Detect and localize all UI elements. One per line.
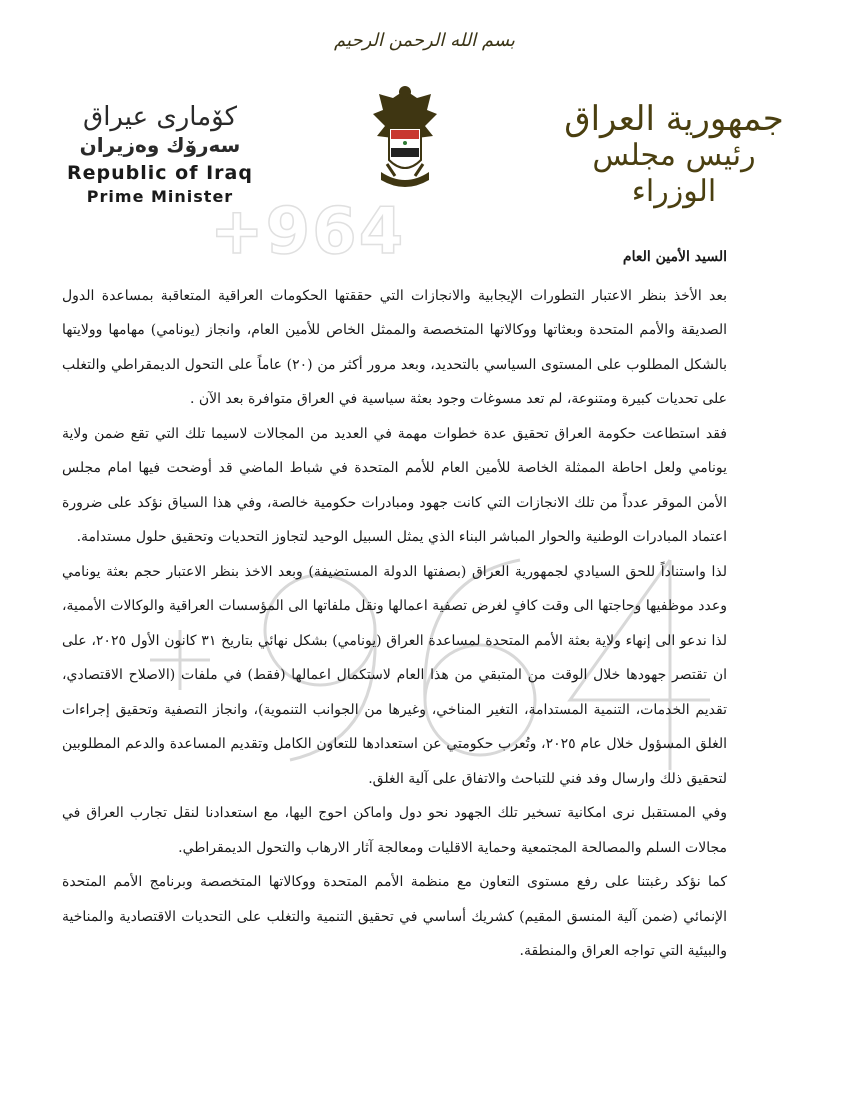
kurdish-english-letterhead — [60, 102, 260, 208]
watermark-small: +964 — [210, 195, 406, 269]
paragraph-3: لذا واستناداً للحق السيادي لجمهورية العراق (بصفتها الدولة المستضيفة) وبعد الاخذ بنظر الاعتبار حجم بعثة يونامي وعدد موظفيها وحاجتها الى وقت كافٍ لغرض تصفية اعمالها ونقل ملفاتها الى المؤسسات العراقية والوكالات الأممية، لذا ندعو الى إنهاء ولاية بعثة الأمم المتحدة لمساعدة العراق (يونامي) بشكل نهائي بتاريخ ٣١ كانون الأول ٢٠٢٥، على ان تقتصر جهودها خلال الوقت من المتبقي من هذا العام لاستكمال اعمالها (فقط) في ملفات (الاصلاح الاقتصادي، تقديم الخدمات، التنمية المستدامة، التغير المناخي، وغيرها من الجوانب التنموية)، وانجاز التصفية وتحقيق إجراءات الغلق المسؤول خلال عام ٢٠٢٥، وتُعرب حكومتي عن استعدادها للتعاون الكامل وتقديم المساعدة والدعم المطلوبين لتحقيق ذلك وارسال وفد فني للتباحث والاتفاق على آلية الغلق. — [62, 563, 728, 787]
letter-body — [62, 240, 727, 969]
kurdish-country-name: كۆماری عیراق — [83, 102, 237, 132]
arabic-letterhead — [559, 100, 789, 210]
kurdish-office-name: سەرۆك وەزیران — [79, 133, 241, 157]
iraq-eagle-emblem-icon — [365, 80, 445, 195]
arabic-country-name: جمهورية العراق — [564, 99, 784, 139]
basmala: بسم الله الرحمن الرحيم — [334, 30, 515, 51]
salutation: السيد الأمين العام — [622, 249, 727, 265]
paragraph-4: وفي المستقبل نرى امكانية تسخير تلك الجهود نحو دول واماكن احوج اليها، مع استعدادنا لنقل تجارب العراق في مجالات السلم والمصالحة المجتمعية وحماية الاقليات ومعالجة آثار الارهاب والتحول الديمقراطي. — [62, 805, 727, 856]
arabic-office-name: رئيس مجلس الوزراء — [592, 138, 756, 209]
paragraph-2: فقد استطاعت حكومة العراق تحقيق عدة خطوات مهمة في العديد من المجالات لاسيما تلك التي تقع ضمن ولاية يونامي ولعل احاطة الممثلة الخاصة للأمين العام للأمم المتحدة في شباط الماضي قد أوضحت فيها امام مجلس الأمن الموقر عدداً من تلك الانجازات التي كانت جهود ومبادرات حكومية خالصة، وفي هذا السياق نؤكد على ضرورة اعتماد المبادرات الوطنية والحوار المباشر البناء الذي يمثل السبيل الوحيد لتجاوز التحديات وتحقيق حلول مستدامة. — [62, 425, 727, 545]
english-office-name: Prime Minister — [86, 187, 234, 206]
english-country-name: Republic of Iraq — [67, 162, 253, 184]
paragraph-5: كما نؤكد رغبتنا على رفع مستوى التعاون مع منظمة الأمم المتحدة ووكالاتها المتخصصة وبرنامج الأمم المتحدة الإنمائي (ضمن آلية المنسق المقيم) كشريك أساسي في تحقيق التنمية والتغلب على التحديات الاقتصادية والمناخية والبيئية التي تواجه العراق والمنطقة. — [62, 874, 727, 959]
paragraph-1: بعد الأخذ بنظر الاعتبار التطورات الإيجابية والانجازات التي حققتها الحكومات العراقية المتعاقبة بمساعدة الدول الصديقة والأمم المتحدة وبعثاتها ووكالاتها المتخصصة والممثل الخاص للأمين العام، وانجاز (يونامي) مهامها وولايتها بالشكل المطلوب على المستوى السياسي بالتحديد، وبعد مرور أكثر من (٢٠) عاماً على التحول الديمقراطي والتغلب على تحديات كبيرة ومتنوعة، لم تعد مسوغات وجود بعثة سياسية في العراق متوافرة بعد الآن . — [62, 287, 727, 407]
